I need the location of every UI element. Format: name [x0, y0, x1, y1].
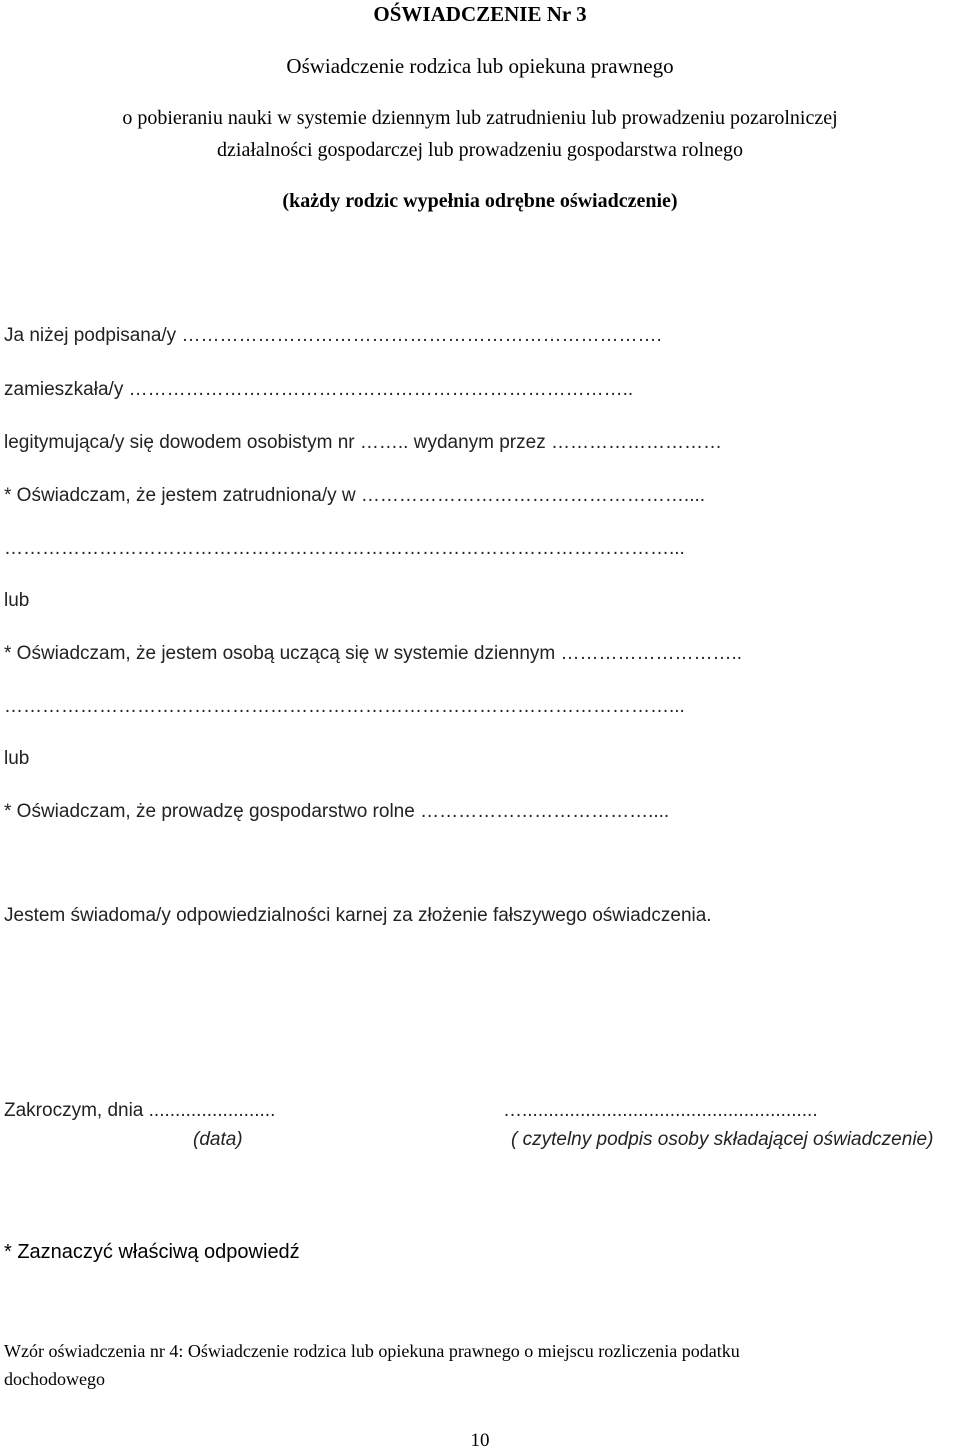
description-line-2: działalności gospodarczej lub prowadzeniu gospodarstwa rolnego: [217, 139, 743, 161]
statement-student-continuation: ……………………………………………………………………………………………...: [4, 696, 685, 717]
field-id-document: [4, 432, 722, 454]
signature-field: …........................................................: [503, 1100, 818, 1121]
page-number: 10: [470, 1430, 490, 1451]
place-date-field: Zakroczym, dnia ........................: [4, 1100, 276, 1121]
document-subtitle: Oświadczenie rodzica lub opiekuna prawnego: [286, 54, 674, 78]
awareness-statement: Jestem świadoma/y odpowiedzialności karnej za złożenie fałszywego oświadczenia.: [4, 905, 712, 926]
signature-caption: ( czytelny podpis osoby składającej oświadczenie): [511, 1129, 934, 1150]
field-id-dots: ……..: [354, 432, 409, 453]
document-title: OŚWIADCZENIE Nr 3: [373, 2, 587, 26]
next-form-line-1: Wzór oświadczenia nr 4: Oświadczenie rodzica lub opiekuna prawnego o miejscu rozliczenia podatku: [4, 1341, 740, 1361]
field-address: zamieszkała/y ……………………………………………………………………..: [4, 379, 634, 400]
next-form-line-2: dochodowego: [4, 1369, 105, 1389]
field-signed-name: Ja niżej podpisana/y ………………………………………………………………….: [4, 325, 662, 346]
field-id-label: legitymująca/y się dowodem osobistym nr: [4, 432, 355, 453]
or-label-1: lub: [4, 590, 30, 611]
description-line-1: o pobieraniu nauki w systemie dziennym lub zatrudnieniu lub prowadzeniu pozarolniczej: [122, 107, 838, 129]
field-issued-label: wydanym przez: [408, 432, 546, 453]
statement-employed: * Oświadczam, że jestem zatrudniona/y w ……………………………………………....: [4, 485, 706, 506]
statement-employed-continuation: ……………………………………………………………………………………………...: [4, 538, 685, 559]
statement-farm: * Oświadczam, że prowadzę gospodarstwo rolne ………………………………....: [4, 801, 670, 822]
date-caption: (data): [193, 1129, 243, 1150]
statement-student: * Oświadczam, że jestem osobą uczącą się w systemie dziennym ………………………..: [4, 643, 743, 664]
field-issued-dots: ………………………: [545, 432, 722, 453]
or-label-2: lub: [4, 748, 30, 769]
fill-note: (każdy rodzic wypełnia odrębne oświadczenie): [282, 190, 678, 212]
footnote: * Zaznaczyć właściwą odpowiedź: [4, 1241, 300, 1263]
